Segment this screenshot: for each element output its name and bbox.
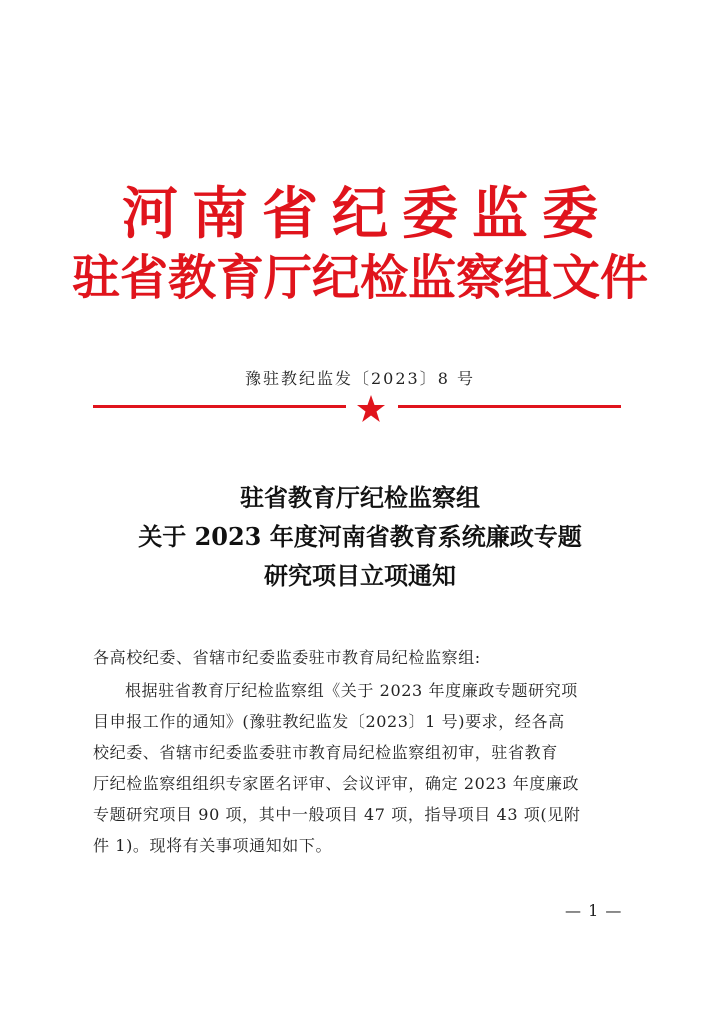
body-line: 校纪委、省辖市纪委监委驻市教育局纪检监察组初审，驻省教育: [93, 743, 558, 762]
body-line: 根据驻省教育厅纪检监察组《关于 2023 年度廉政专题研究项: [125, 681, 578, 700]
salutation: 各高校纪委、省辖市纪委监委驻市教育局纪检监察组:: [93, 648, 481, 667]
red-divider-left: [93, 405, 346, 408]
document-number: 豫驻教纪监发〔2023〕8 号: [245, 369, 475, 388]
header-issuer-line-1: 河南省纪委监委: [122, 181, 612, 247]
notice-title-line-3: 研究项目立项通知: [264, 561, 456, 590]
header-issuer-line-2: 驻省教育厅纪检监察组文件: [71, 250, 648, 306]
red-divider-right: [398, 405, 621, 408]
body-line: 厅纪检监察组组织专家匿名评审、会议评审，确定 2023 年度廉政: [93, 774, 580, 793]
notice-title-line-2: 关于 2023 年度河南省教育系统廉政专题: [138, 522, 582, 551]
body-line: 件 1)。现将有关事项通知如下。: [93, 836, 333, 855]
body-paragraph: [93, 675, 637, 861]
body-line: 专题研究项目 90 项，其中一般项目 47 项，指导项目 43 项(见附: [93, 805, 581, 824]
page-number: — 1 —: [565, 901, 623, 920]
star-icon: [356, 394, 386, 424]
notice-title-line-1: 驻省教育厅纪检监察组: [240, 483, 480, 512]
body-line: 目申报工作的通知》(豫驻教纪监发〔2023〕1 号)要求，经各高: [93, 712, 565, 731]
